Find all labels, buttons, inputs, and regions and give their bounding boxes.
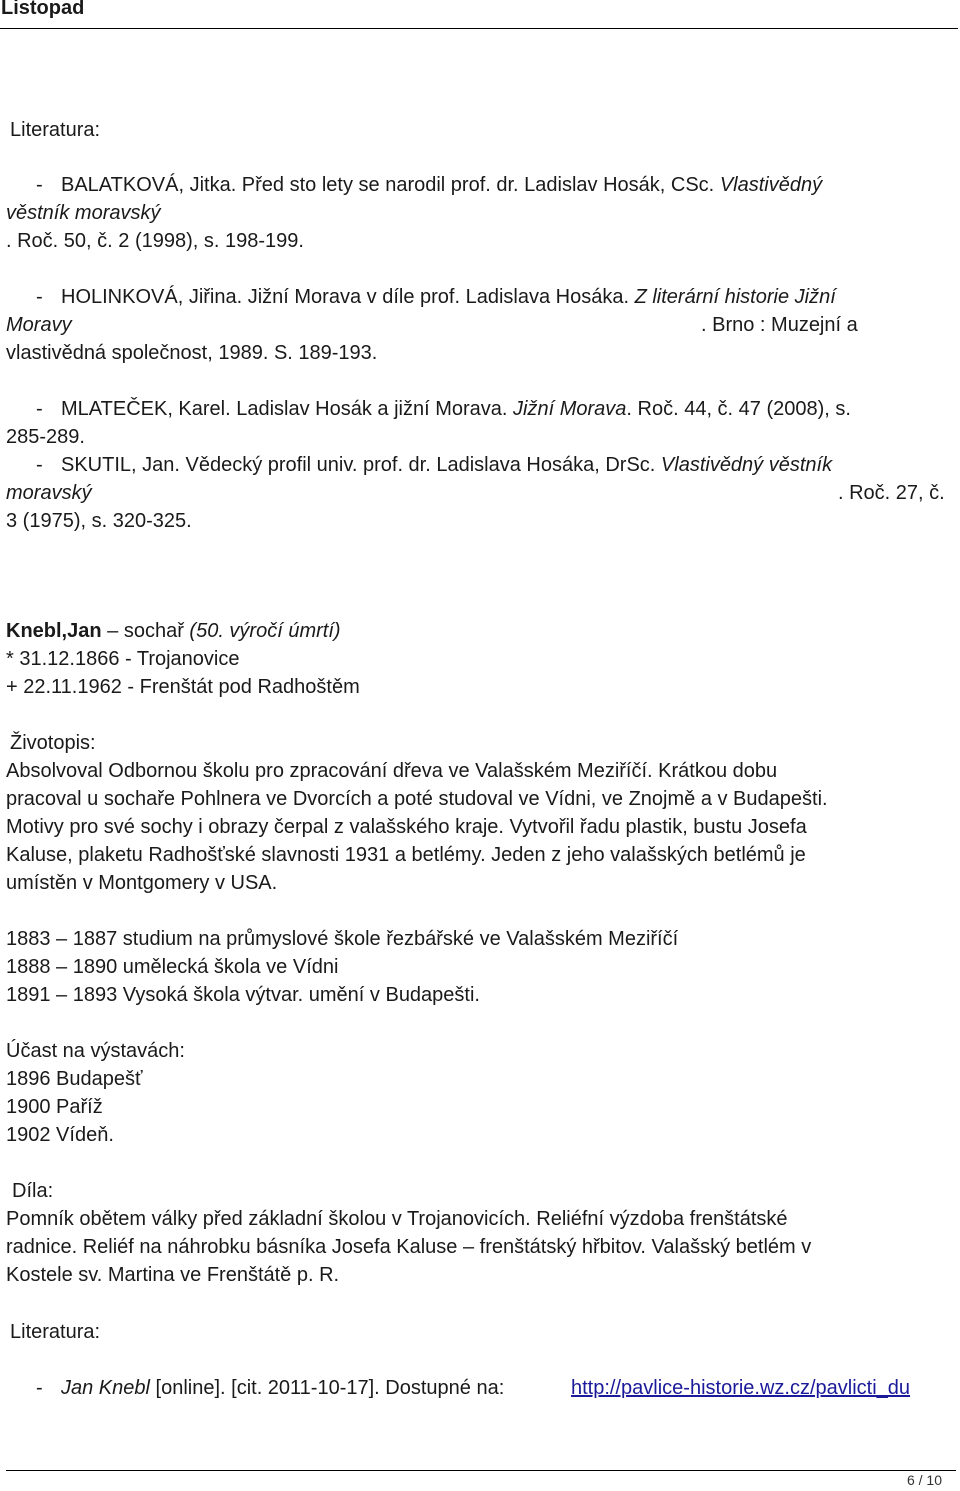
ref-dash: -	[36, 398, 43, 420]
zivotopis-line: Kaluse, plaketu Radhošťské slavnosti 1931 a betlémy. Jeden z jeho valašských betlémů je	[6, 844, 806, 866]
ref-journal-cont: moravský	[6, 482, 92, 504]
studium-item: 1883 – 1887 studium na průmyslové škole řezbářské ve Valašském Meziříčí	[6, 928, 679, 950]
ref-volume: . Roč. 27, č.	[838, 482, 945, 504]
ref-journal-cont: Moravy	[6, 314, 72, 336]
dila-label: Díla:	[12, 1180, 54, 1202]
zivotopis-label: Životopis:	[10, 732, 96, 754]
person-name: Knebl,Jan	[6, 620, 102, 642]
ref-line	[61, 173, 822, 197]
person-died: + 22.11.1962 - Frenštát pod Radhoštěm	[6, 676, 360, 698]
vystava-item: 1900 Paříž	[6, 1096, 103, 1118]
vystava-item: 1896 Budapešť	[6, 1068, 143, 1090]
zivotopis-line: Absolvoval Odbornou školu pro zpracování dřeva ve Valašském Meziříčí. Krátkou dobu	[6, 760, 778, 782]
studium-item: 1888 – 1890 umělecká škola ve Vídni	[6, 956, 339, 978]
person-heading	[6, 617, 341, 645]
ref-journal: Jižní Morava	[513, 398, 627, 420]
ref-link[interactable]: http://pavlice-historie.wz.cz/pavlicti_du	[571, 1377, 911, 1399]
ref-line	[61, 1376, 504, 1400]
ref-journal: Vlastivědný věstník	[660, 454, 833, 476]
ref-journal-cont: věstník moravský	[6, 202, 161, 224]
ref-title: Jan Knebl	[61, 1377, 150, 1399]
person-role: sochař	[118, 620, 184, 642]
literatura-heading: Literatura:	[10, 1321, 101, 1343]
ref-line	[61, 397, 851, 421]
ref-dash: -	[36, 454, 43, 476]
ref-journal: Z literární historie Jižní	[634, 286, 836, 308]
dila-line: Kostele sv. Martina ve Frenštátě p. R.	[6, 1264, 340, 1286]
dila-line: radnice. Reliéf na náhrobku básníka Josefa Kaluse – frenštátský hřbitov. Valašský betlém v	[6, 1236, 812, 1258]
person-dash: –	[101, 620, 119, 642]
studium-item: 1891 – 1893 Vysoká škola výtvar. umění v Budapešti.	[6, 984, 480, 1006]
ref-dash: -	[36, 286, 43, 308]
ref-citation: . Roč. 44, č. 47 (2008), s.	[626, 398, 851, 420]
ref-text: HOLINKOVÁ, Jiřina. Jižní Morava v díle prof. Ladislava Hosáka.	[61, 286, 630, 308]
ref-text: MLATEČEK, Karel. Ladislav Hosák a jižní Morava.	[61, 398, 508, 420]
zivotopis-line: Motivy pro své sochy i obrazy čerpal z valašského kraje. Vytvořil řadu plastik, bustu Josefa	[6, 816, 807, 838]
zivotopis-line: pracoval u sochaře Pohlnera ve Dvorcích a poté studoval ve Vídni, ve Znojmě a v Budapešti.	[6, 788, 828, 810]
ref-journal: Vlastivědný	[719, 174, 823, 196]
ref-line	[61, 285, 836, 309]
ref-dash: -	[36, 174, 43, 196]
ref-text: SKUTIL, Jan. Vědecký profil univ. prof. dr. Ladislava Hosáka, DrSc.	[61, 454, 656, 476]
ref-dash: -	[36, 1377, 43, 1399]
page-number: 6 / 10	[906, 1472, 942, 1488]
ref-pages: 285-289.	[6, 426, 85, 448]
person-anniversary: (50. výročí úmrtí)	[183, 620, 341, 642]
dila-line: Pomník obětem války před základní školou v Trojanovicích. Reliéfní výzdoba frenštátské	[6, 1208, 788, 1230]
person-born: * 31.12.1866 - Trojanovice	[6, 648, 240, 670]
page-header	[0, 0, 958, 29]
footer-divider	[6, 1470, 956, 1471]
vystava-item: 1902 Vídeň.	[6, 1124, 114, 1146]
literatura-heading: Literatura:	[10, 119, 101, 141]
ref-citation: 3 (1975), s. 320-325.	[6, 510, 192, 532]
ref-text: [online]. [cit. 2011-10-17]. Dostupné na:	[149, 1377, 505, 1399]
page-title: Listopad	[1, 0, 85, 19]
ref-line	[61, 453, 832, 477]
ref-publisher: . Brno : Muzejní a	[701, 314, 858, 336]
ref-citation: vlastivědná společnost, 1989. S. 189-193.	[6, 342, 378, 364]
zivotopis-line: umístěn v Montgomery v USA.	[6, 872, 278, 894]
vystavy-label: Účast na výstavách:	[6, 1040, 185, 1062]
ref-citation: . Roč. 50, č. 2 (1998), s. 198-199.	[6, 230, 304, 252]
ref-text: BALATKOVÁ, Jitka. Před sto lety se narodil prof. dr. Ladislav Hosák, CSc.	[61, 174, 715, 196]
